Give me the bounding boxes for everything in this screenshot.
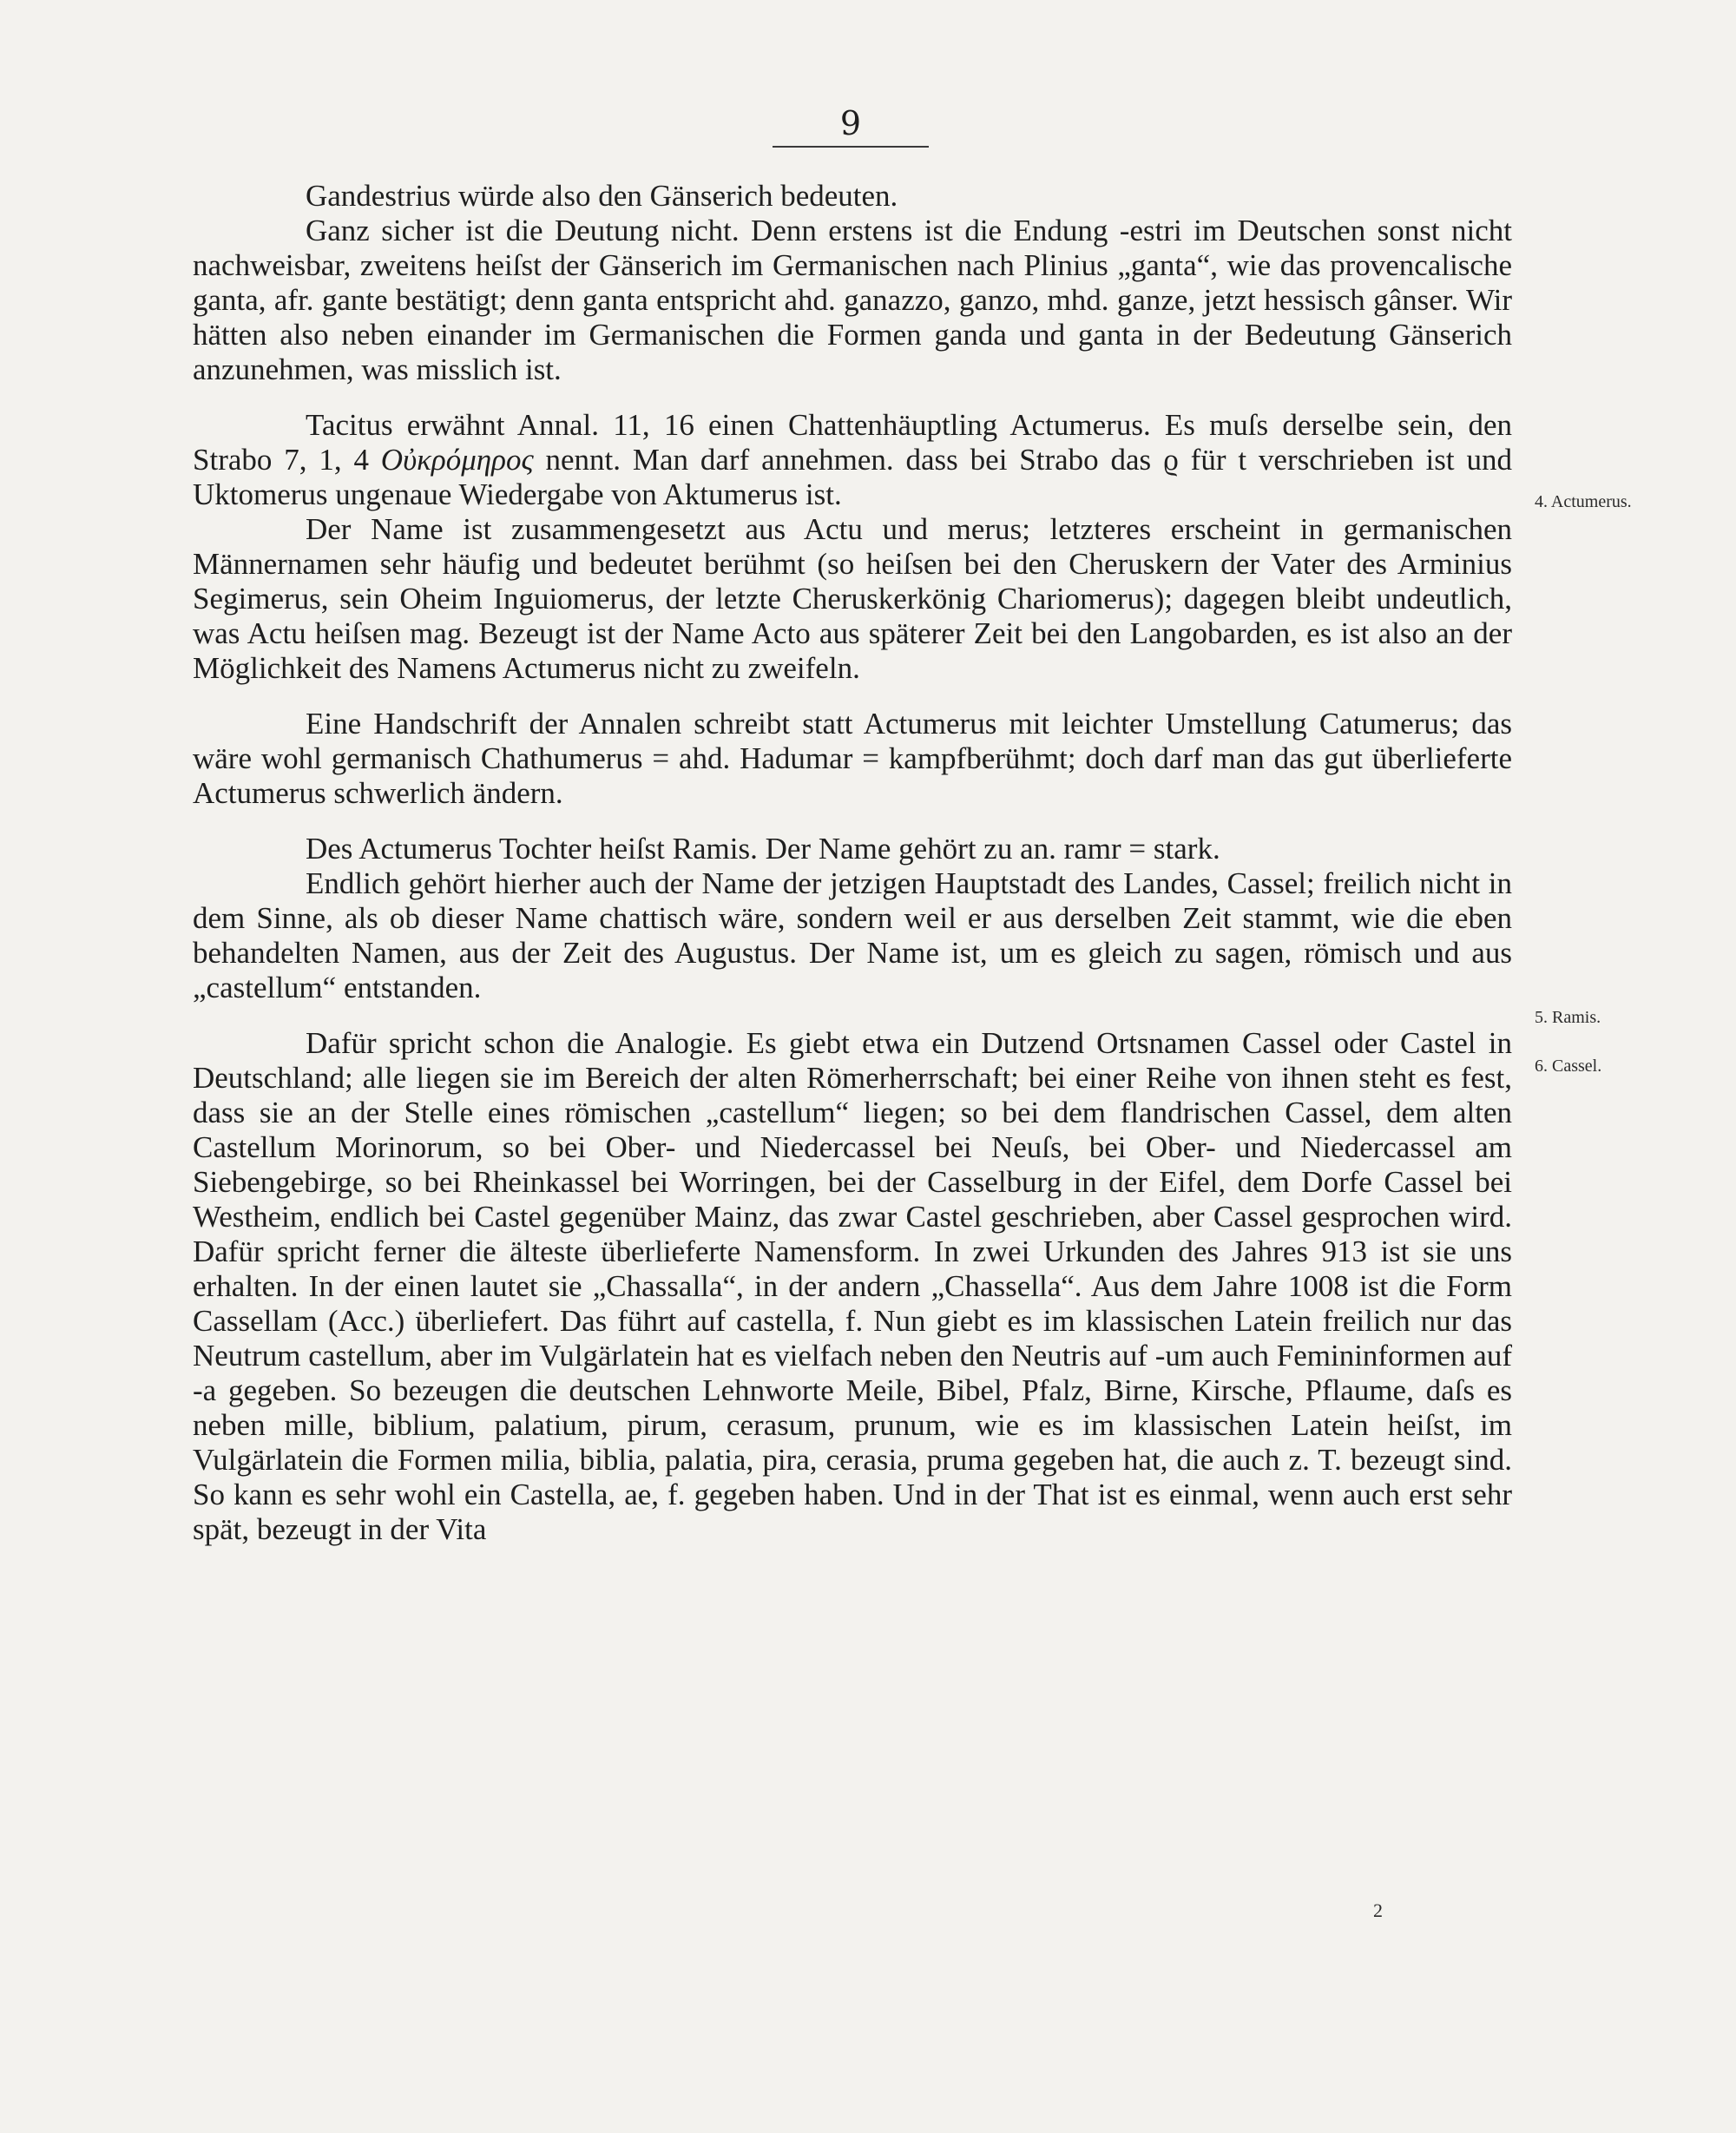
page-number: 9	[839, 104, 862, 142]
paragraph-ramis: Des Actumerus Tochter heiſst Ramis. Der Name gehört zu an. ramr = stark.	[306, 832, 1220, 866]
paragraph-deutung: Ganz sicher ist die Deutung nicht. Denn erstens ist die Endung -estri im Deutschen sonst nicht nachweisbar, zweitens heiſst der Gänserich im Germanischen nach Plinius „ganta“, wie das provencalische ganta, afr. gante bestätigt; denn ganta entspricht ahd. ganazzo, ganzo, mhd. ganze, jetzt hessisch gânser. Wir hätten also neben einander im Germanischen die Formen ganda und ganta in der Bedeutung Gänserich anzunehmen, was misslich ist.	[193, 214, 1512, 386]
margin-note-cassel: 6. Cassel.	[1535, 1057, 1602, 1076]
tacitus-text-after: nennt. Man darf annehmen. dass bei Strabo das ϱ für t verschrieben ist und Uktomerus ungenaue Wiedergabe von Aktumerus ist.	[193, 443, 1512, 511]
paragraph-cassel: Endlich gehört hierher auch der Name der jetzigen Hauptstadt des Landes, Cassel; freilich nicht in dem Sinne, als ob dieser Name chattisch wäre, sondern weil er aus derselben Zeit stammt, wie die eben behandelten Namen, aus der Zeit des Augustus. Der Name ist, um es gleich zu sagen, römisch und aus „castellum“ entstanden.	[193, 866, 1512, 1004]
body-text	[193, 179, 1512, 1547]
paragraph-gandestrius: Gandestrius würde also den Gänserich bedeuten.	[306, 179, 898, 213]
paragraph-handschrift: Eine Handschrift der Annalen schreibt statt Actumerus mit leichter Umstellung Catumerus; das wäre wohl germanisch Chathumerus = ahd. Hadumar = kampfberühmt; doch darf man das gut überlieferte Actumerus schwerlich ändern.	[193, 707, 1512, 810]
paragraph-analogie: Dafür spricht schon die Analogie. Es giebt etwa ein Dutzend Ortsnamen Cassel oder Castel in Deutschland; alle liegen sie im Bereich der alten Römerherrschaft; bei einer Reihe von ihnen steht es fest, dass sie an der Stelle eines römischen „castellum“ liegen; so bei dem flandrischen Cassel, dem alten Castellum Morinorum, so bei Ober- und Niedercassel bei Neuſs, bei Ober- und Niedercassel am Siebengebirge, so bei Rheinkassel bei Worringen, bei der Casselburg in der Eifel, dem Dorfe Cassel bei Westheim, endlich bei Castel gegenüber Mainz, das zwar Castel geschrieben, aber Cassel gesprochen wird. Dafür spricht ferner die älteste überlieferte Namensform. In zwei Urkunden des Jahres 913 ist sie uns erhalten. In der einen lautet sie „Chassalla“, in der andern „Chassella“. Aus dem Jahre 1008 ist die Form Cassellam (Acc.) überliefert. Das führt auf castella, f. Nun giebt es im klassischen Latein freilich nur das Neutrum castellum, aber im Vulgärlatein hat es vielfach neben den Neutris auf -um auch Femininformen auf -a gegeben. So bezeugen die deutschen Lehnworte Meile, Bibel, Pfalz, Birne, Kirsche, Pflaume, daſs es neben mille, biblium, palatium, pirum, cerasum, prunum, wie es im klassischen Latein heiſst, im Vulgärlatein die Formen milia, biblia, palatia, pira, cerasia, pruma gegeben hat, die auch z. T. bezeugt sind. So kann es sehr wohl ein Castella, ae, f. gegeben haben. Und in der That ist es einmal, wenn auch erst sehr spät, bezeugt in der Vita	[193, 1026, 1512, 1546]
greek-name: Οὐκρόμηρος	[380, 443, 534, 477]
paragraph-name-actu-merus: Der Name ist zusammengesetzt aus Actu und merus; letzteres erscheint in germanischen Männernamen sehr häufig und bedeutet berühmt (so heiſsen bei den Cheruskern der Vater des Arminius Segimerus, sein Oheim Inguiomerus, der letzte Cheruskerkönig Chariomerus); dagegen bleibt undeutlich, was Actu heiſsen mag. Bezeugt ist der Name Acto aus späterer Zeit bei den Langobarden, es ist also an der Möglichkeit des Namens Actumerus nicht zu zweifeln.	[193, 512, 1512, 685]
tacitus-text-before: Tacitus erwähnt Annal. 11, 16 einen Chattenhäuptling Actumerus. Es muſs derselbe sein, den Strabo 7, 1, 4	[193, 408, 1512, 477]
margin-note-actumerus: 4. Actumerus.	[1535, 492, 1632, 511]
page-number-rule	[773, 146, 929, 148]
margin-note-ramis: 5. Ramis.	[1535, 1008, 1601, 1027]
paragraph-tacitus	[193, 408, 1512, 512]
signature-mark: 2	[1373, 1899, 1383, 1921]
